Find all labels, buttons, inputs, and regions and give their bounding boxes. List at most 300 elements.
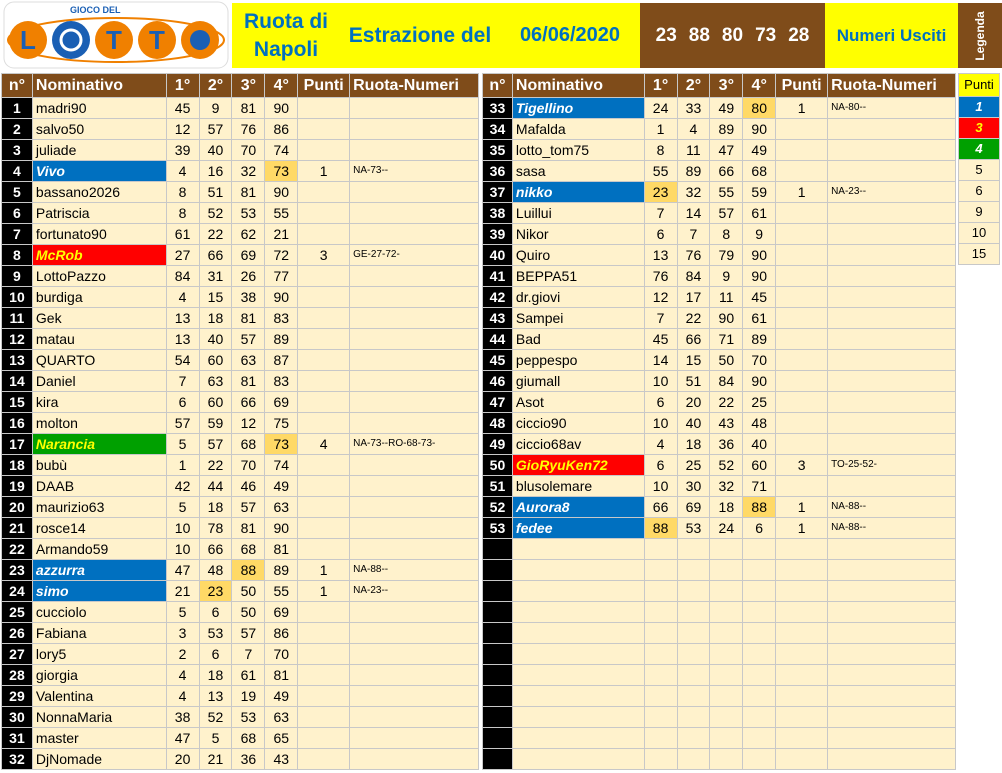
legend-5-points: 5 — [959, 160, 1000, 181]
row-number: 16 — [2, 413, 33, 434]
wheel-numbers-cell: NA-73--RO-68-73- — [350, 434, 479, 455]
table-row — [2, 119, 479, 140]
table-row — [2, 161, 479, 182]
pick-number: 22 — [199, 224, 232, 245]
wheel-numbers-cell — [350, 266, 479, 287]
player-name: Fabiana — [32, 623, 166, 644]
empty-cell — [710, 665, 743, 686]
pick-number: 7 — [644, 203, 677, 224]
player-name: bubù — [32, 455, 166, 476]
pick-number: 75 — [265, 413, 298, 434]
empty-cell — [512, 623, 644, 644]
wheel-numbers-cell — [828, 266, 956, 287]
row-number: 50 — [483, 455, 513, 476]
pick-number: 55 — [265, 203, 298, 224]
empty-cell — [644, 560, 677, 581]
pick-number: 89 — [743, 329, 776, 350]
points-cell — [776, 245, 828, 266]
empty-cell — [710, 581, 743, 602]
pick-number: 18 — [710, 497, 743, 518]
empty-cell — [710, 623, 743, 644]
points-cell — [298, 518, 350, 539]
points-cell — [298, 266, 350, 287]
player-name: ciccio68av — [512, 434, 644, 455]
row-number: 7 — [2, 224, 33, 245]
pick-number: 7 — [677, 224, 710, 245]
wheel-numbers-cell — [828, 434, 956, 455]
points-cell — [776, 371, 828, 392]
empty-cell — [677, 644, 710, 665]
pick-number: 24 — [644, 98, 677, 119]
points-cell — [298, 728, 350, 749]
player-name: maurizio63 — [32, 497, 166, 518]
drawn-number: 80 — [721, 24, 744, 46]
pick-number: 60 — [199, 350, 232, 371]
pick-number: 25 — [743, 392, 776, 413]
points-cell — [298, 140, 350, 161]
pick-number: 6 — [743, 518, 776, 539]
pick-number: 90 — [743, 371, 776, 392]
empty-cell — [512, 665, 644, 686]
table-header-row — [483, 74, 956, 98]
player-name: fortunato90 — [32, 224, 166, 245]
wheel-numbers-cell: TO-25-52- — [828, 455, 956, 476]
pick-number: 61 — [232, 665, 265, 686]
row-number: 37 — [483, 182, 513, 203]
pick-number: 45 — [166, 98, 199, 119]
table-row — [483, 392, 956, 413]
pick-number: 74 — [265, 140, 298, 161]
empty-cell — [828, 644, 956, 665]
player-name: Narancia — [32, 434, 166, 455]
drawn-number: 73 — [755, 24, 777, 46]
points-cell — [298, 749, 350, 770]
row-number: 23 — [2, 560, 33, 581]
pick-number: 7 — [232, 644, 265, 665]
player-name: lotto_tom75 — [512, 140, 644, 161]
wheel-numbers-cell: NA-23-- — [828, 182, 956, 203]
pick-number: 84 — [677, 266, 710, 287]
pick-number: 21 — [265, 224, 298, 245]
numeri-usciti-label: Numeri Usciti — [825, 3, 958, 68]
pick-number: 57 — [199, 434, 232, 455]
pick-number: 52 — [199, 203, 232, 224]
empty-cell — [512, 539, 644, 560]
empty-cell — [710, 686, 743, 707]
row-number: 52 — [483, 497, 513, 518]
empty-cell — [710, 728, 743, 749]
pick-number: 88 — [232, 560, 265, 581]
pick-number: 32 — [710, 476, 743, 497]
points-cell — [298, 203, 350, 224]
pick-number: 4 — [166, 287, 199, 308]
pick-number: 13 — [166, 329, 199, 350]
wheel-numbers-cell — [350, 98, 479, 119]
points-cell: 1 — [776, 182, 828, 203]
pick-number: 87 — [265, 350, 298, 371]
wheel-numbers-cell: NA-73-- — [350, 161, 479, 182]
pick-number: 5 — [199, 728, 232, 749]
row-number: 28 — [2, 665, 33, 686]
wheel-numbers-cell — [350, 455, 479, 476]
empty-row — [483, 728, 956, 749]
empty-cell — [776, 602, 828, 623]
points-cell — [776, 266, 828, 287]
pick-number: 9 — [199, 98, 232, 119]
col-header-2nd: 2° — [677, 74, 710, 98]
pick-number: 1 — [166, 455, 199, 476]
empty-cell — [828, 686, 956, 707]
empty-cell — [512, 560, 644, 581]
pick-number: 4 — [166, 686, 199, 707]
table-row — [483, 224, 956, 245]
pick-number: 57 — [232, 329, 265, 350]
pick-number: 6 — [199, 602, 232, 623]
pick-number: 57 — [199, 119, 232, 140]
col-header-1st: 1° — [166, 74, 199, 98]
points-cell: 4 — [298, 434, 350, 455]
pick-number: 49 — [743, 140, 776, 161]
wheel-numbers-cell — [350, 539, 479, 560]
wheel-numbers-cell — [350, 707, 479, 728]
pick-number: 50 — [710, 350, 743, 371]
player-name: cucciolo — [32, 602, 166, 623]
wheel-numbers-cell: NA-80-- — [828, 98, 956, 119]
table-row — [2, 539, 479, 560]
pick-number: 69 — [265, 392, 298, 413]
table-row — [483, 413, 956, 434]
legenda-label-cell — [958, 3, 1002, 68]
pick-number: 5 — [166, 602, 199, 623]
empty-cell — [677, 581, 710, 602]
col-header-name: Nominativo — [32, 74, 166, 98]
pick-number: 53 — [677, 518, 710, 539]
row-number: 6 — [2, 203, 33, 224]
empty-cell — [483, 560, 513, 581]
pick-number: 50 — [232, 581, 265, 602]
pick-number: 10 — [644, 476, 677, 497]
row-number: 24 — [2, 581, 33, 602]
pick-number: 89 — [265, 560, 298, 581]
pick-number: 10 — [644, 413, 677, 434]
empty-cell — [776, 707, 828, 728]
pick-number: 48 — [199, 560, 232, 581]
empty-row — [483, 602, 956, 623]
legenda-label: Legenda — [973, 10, 987, 61]
table-row — [483, 518, 956, 539]
empty-row — [483, 644, 956, 665]
empty-cell — [644, 602, 677, 623]
pick-number: 50 — [232, 602, 265, 623]
empty-cell — [512, 644, 644, 665]
player-name: matau — [32, 329, 166, 350]
pick-number: 57 — [166, 413, 199, 434]
pick-number: 49 — [710, 98, 743, 119]
points-cell — [776, 308, 828, 329]
pick-number: 16 — [199, 161, 232, 182]
pick-number: 63 — [265, 707, 298, 728]
points-cell — [776, 476, 828, 497]
pick-number: 13 — [166, 308, 199, 329]
empty-cell — [828, 665, 956, 686]
pick-number: 90 — [265, 518, 298, 539]
lotto-logo — [0, 0, 232, 70]
pick-number: 9 — [743, 224, 776, 245]
pick-number: 84 — [166, 266, 199, 287]
svg-text:GIOCO DEL: GIOCO DEL — [70, 5, 121, 15]
pick-number: 73 — [265, 434, 298, 455]
pick-number: 45 — [644, 329, 677, 350]
table-row — [2, 266, 479, 287]
pick-number: 31 — [199, 266, 232, 287]
table-row — [483, 455, 956, 476]
table-row — [2, 413, 479, 434]
pick-number: 4 — [644, 434, 677, 455]
pick-number: 21 — [166, 581, 199, 602]
pick-number: 79 — [710, 245, 743, 266]
empty-cell — [828, 539, 956, 560]
player-name: kira — [32, 392, 166, 413]
empty-cell — [776, 749, 828, 770]
player-name: McRob — [32, 245, 166, 266]
empty-row — [483, 665, 956, 686]
row-number: 15 — [2, 392, 33, 413]
table-row — [483, 434, 956, 455]
pick-number: 57 — [710, 203, 743, 224]
points-cell — [776, 161, 828, 182]
player-name: Daniel — [32, 371, 166, 392]
points-cell: 3 — [298, 245, 350, 266]
pick-number: 9 — [710, 266, 743, 287]
pick-number: 20 — [166, 749, 199, 770]
pick-number: 86 — [265, 623, 298, 644]
pick-number: 38 — [166, 707, 199, 728]
col-header-number: n° — [483, 74, 513, 98]
row-number: 1 — [2, 98, 33, 119]
pick-number: 30 — [677, 476, 710, 497]
pick-number: 74 — [265, 455, 298, 476]
empty-cell — [512, 707, 644, 728]
col-header-3rd: 3° — [710, 74, 743, 98]
points-cell — [776, 350, 828, 371]
pick-number: 71 — [710, 329, 743, 350]
player-name: master — [32, 728, 166, 749]
row-number: 49 — [483, 434, 513, 455]
row-number: 33 — [483, 98, 513, 119]
pick-number: 11 — [677, 140, 710, 161]
points-cell: 3 — [776, 455, 828, 476]
table-row — [2, 665, 479, 686]
pick-number: 81 — [232, 518, 265, 539]
wheel-numbers-cell — [828, 287, 956, 308]
empty-cell — [828, 581, 956, 602]
pick-number: 70 — [743, 350, 776, 371]
svg-text:L: L — [20, 25, 36, 55]
pick-number: 55 — [265, 581, 298, 602]
wheel-numbers-cell — [350, 119, 479, 140]
points-cell — [776, 329, 828, 350]
pick-number: 77 — [265, 266, 298, 287]
table-row — [2, 392, 479, 413]
table-row — [2, 350, 479, 371]
empty-cell — [644, 623, 677, 644]
points-cell — [298, 224, 350, 245]
pick-number: 12 — [232, 413, 265, 434]
table-row — [483, 371, 956, 392]
empty-cell — [776, 623, 828, 644]
row-number: 31 — [2, 728, 33, 749]
pick-number: 36 — [232, 749, 265, 770]
wheel-numbers-cell — [828, 329, 956, 350]
table-row — [2, 518, 479, 539]
legend-header: Punti — [959, 74, 1000, 97]
row-number: 43 — [483, 308, 513, 329]
player-name: GioRyuKen72 — [512, 455, 644, 476]
pick-number: 1 — [644, 119, 677, 140]
pick-number: 89 — [265, 329, 298, 350]
wheel-numbers-cell — [350, 665, 479, 686]
empty-cell — [512, 749, 644, 770]
pick-number: 68 — [232, 539, 265, 560]
empty-cell — [483, 644, 513, 665]
pick-number: 40 — [677, 413, 710, 434]
player-name: NonnaMaria — [32, 707, 166, 728]
pick-number: 22 — [710, 392, 743, 413]
pick-number: 66 — [644, 497, 677, 518]
pick-number: 18 — [199, 308, 232, 329]
table-row — [2, 602, 479, 623]
pick-number: 90 — [743, 245, 776, 266]
pick-number: 48 — [743, 413, 776, 434]
empty-cell — [828, 749, 956, 770]
wheel-numbers-cell — [350, 644, 479, 665]
table-row — [2, 749, 479, 770]
pick-number: 69 — [265, 602, 298, 623]
points-cell — [298, 287, 350, 308]
row-number: 48 — [483, 413, 513, 434]
empty-cell — [743, 539, 776, 560]
pick-number: 90 — [743, 119, 776, 140]
empty-cell — [710, 707, 743, 728]
player-name: Armando59 — [32, 539, 166, 560]
points-cell: 1 — [298, 560, 350, 581]
pick-number: 15 — [199, 287, 232, 308]
pick-number: 89 — [710, 119, 743, 140]
row-number: 12 — [2, 329, 33, 350]
row-number: 8 — [2, 245, 33, 266]
row-number: 25 — [2, 602, 33, 623]
player-name: peppespo — [512, 350, 644, 371]
table-row — [2, 224, 479, 245]
empty-cell — [512, 602, 644, 623]
pick-number: 22 — [199, 455, 232, 476]
player-name: giumall — [512, 371, 644, 392]
pick-number: 40 — [743, 434, 776, 455]
points-cell — [298, 371, 350, 392]
points-cell — [776, 119, 828, 140]
table-row — [2, 581, 479, 602]
empty-cell — [776, 539, 828, 560]
table-row — [2, 203, 479, 224]
pick-number: 81 — [232, 182, 265, 203]
table-row — [2, 140, 479, 161]
empty-row — [483, 749, 956, 770]
wheel-numbers-cell — [350, 182, 479, 203]
pick-number: 66 — [199, 539, 232, 560]
pick-number: 70 — [232, 455, 265, 476]
pick-number: 20 — [677, 392, 710, 413]
player-name: Luillui — [512, 203, 644, 224]
empty-cell — [483, 749, 513, 770]
row-number: 4 — [2, 161, 33, 182]
pick-number: 52 — [199, 707, 232, 728]
row-number: 22 — [2, 539, 33, 560]
pick-number: 53 — [232, 203, 265, 224]
table-row — [483, 266, 956, 287]
row-number: 18 — [2, 455, 33, 476]
empty-cell — [677, 707, 710, 728]
row-number: 38 — [483, 203, 513, 224]
points-cell — [298, 182, 350, 203]
pick-number: 8 — [710, 224, 743, 245]
pick-number: 54 — [166, 350, 199, 371]
drawn-number: 28 — [788, 24, 810, 46]
empty-cell — [677, 560, 710, 581]
players-table-left — [1, 73, 479, 770]
pick-number: 66 — [710, 161, 743, 182]
empty-cell — [776, 728, 828, 749]
pick-number: 73 — [265, 161, 298, 182]
pick-number: 52 — [710, 455, 743, 476]
points-cell: 1 — [776, 518, 828, 539]
pick-number: 61 — [166, 224, 199, 245]
table-row — [2, 686, 479, 707]
empty-cell — [743, 749, 776, 770]
row-number: 5 — [2, 182, 33, 203]
wheel-numbers-cell: NA-88-- — [350, 560, 479, 581]
pick-number: 49 — [265, 686, 298, 707]
wheel-numbers-cell — [828, 119, 956, 140]
pick-number: 7 — [166, 371, 199, 392]
pick-number: 18 — [199, 497, 232, 518]
wheel-numbers-cell — [350, 392, 479, 413]
pick-number: 3 — [166, 623, 199, 644]
wheel-numbers-cell — [828, 308, 956, 329]
pick-number: 81 — [232, 98, 265, 119]
wheel-numbers-cell — [828, 140, 956, 161]
player-name: madri90 — [32, 98, 166, 119]
empty-cell — [743, 602, 776, 623]
player-name: nikko — [512, 182, 644, 203]
wheel-numbers-cell — [350, 476, 479, 497]
pick-number: 47 — [166, 560, 199, 581]
row-number: 44 — [483, 329, 513, 350]
points-cell — [298, 392, 350, 413]
pick-number: 70 — [265, 644, 298, 665]
table-row — [2, 497, 479, 518]
player-name: Mafalda — [512, 119, 644, 140]
player-name: DjNomade — [32, 749, 166, 770]
pick-number: 49 — [265, 476, 298, 497]
points-cell: 1 — [298, 581, 350, 602]
table-row — [483, 497, 956, 518]
col-header-4th: 4° — [743, 74, 776, 98]
pick-number: 69 — [232, 245, 265, 266]
row-number: 34 — [483, 119, 513, 140]
svg-text:T: T — [106, 25, 122, 55]
pick-number: 59 — [199, 413, 232, 434]
extraction-date: 06/06/2020 — [500, 3, 640, 68]
